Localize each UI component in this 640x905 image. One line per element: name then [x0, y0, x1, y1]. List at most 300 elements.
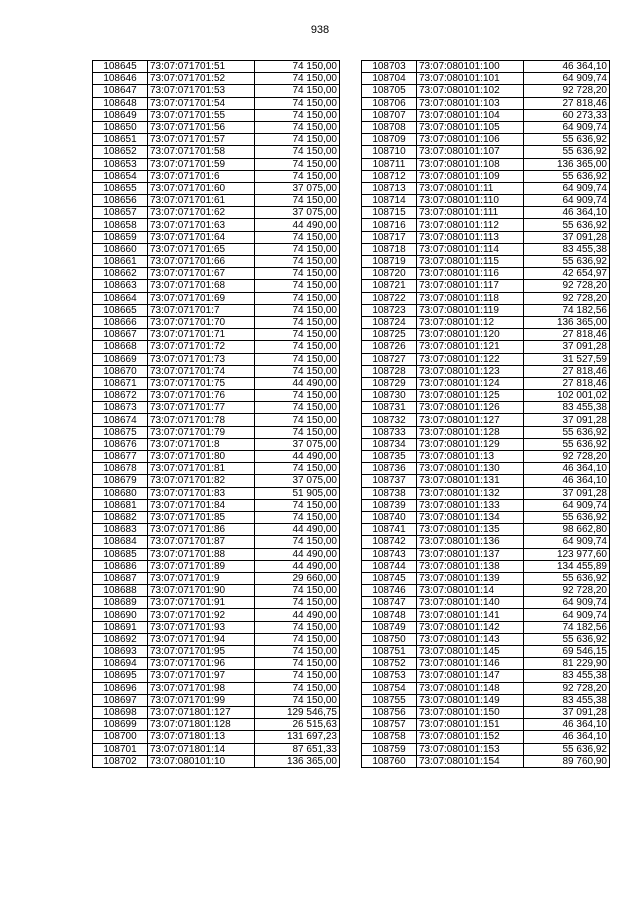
cadastral-number: 73:07:071701:60: [148, 182, 255, 194]
record-number: 108703: [362, 61, 417, 73]
cadastral-number: 73:07:071701:65: [148, 243, 255, 255]
cadastral-number: 73:07:080101:101: [417, 73, 524, 85]
cadastral-value: 74 150,00: [255, 121, 340, 133]
cadastral-value: 46 364,10: [524, 207, 610, 219]
table-row: [362, 499, 610, 511]
record-number: 108645: [93, 61, 148, 73]
record-number: 108753: [362, 670, 417, 682]
table-row: [93, 511, 340, 523]
table-row: [362, 268, 610, 280]
table-row: [93, 195, 340, 207]
table-row: [362, 280, 610, 292]
table-row: [362, 170, 610, 182]
cadastral-value: 44 490,00: [255, 609, 340, 621]
cadastral-number: 73:07:071701:73: [148, 353, 255, 365]
table-row: [93, 170, 340, 182]
cadastral-number: 73:07:080101:153: [417, 743, 524, 755]
cadastral-value: 74 150,00: [255, 256, 340, 268]
table-row: [93, 426, 340, 438]
cadastral-number: 73:07:071701:82: [148, 475, 255, 487]
cadastral-number: 73:07:071701:64: [148, 231, 255, 243]
cadastral-number: 73:07:071701:89: [148, 560, 255, 572]
cadastral-value: 27 818,46: [524, 365, 610, 377]
cadastral-number: 73:07:071701:8: [148, 438, 255, 450]
cadastral-number: 73:07:071701:9: [148, 572, 255, 584]
record-number: 108708: [362, 121, 417, 133]
table-row: [93, 61, 340, 73]
table-row: [362, 353, 610, 365]
cadastral-value: 74 150,00: [255, 597, 340, 609]
record-number: 108656: [93, 195, 148, 207]
record-number: 108721: [362, 280, 417, 292]
table-row: [93, 706, 340, 718]
cadastral-number: 73:07:071701:57: [148, 134, 255, 146]
table-row: [93, 621, 340, 633]
cadastral-number: 73:07:071701:87: [148, 536, 255, 548]
record-number: 108758: [362, 731, 417, 743]
record-number: 108654: [93, 170, 148, 182]
cadastral-number: 73:07:071701:63: [148, 219, 255, 231]
table-row: [362, 463, 610, 475]
cadastral-number: 73:07:071701:76: [148, 390, 255, 402]
cadastral-number: 73:07:071701:96: [148, 658, 255, 670]
table-row: [362, 121, 610, 133]
cadastral-number: 73:07:071701:53: [148, 85, 255, 97]
table-row: [93, 304, 340, 316]
table-row: [93, 451, 340, 463]
table-row: [93, 572, 340, 584]
table-row: [362, 341, 610, 353]
table-row: [362, 609, 610, 621]
table-row: [362, 633, 610, 645]
cadastral-value: 64 909,74: [524, 597, 610, 609]
table-row: [93, 134, 340, 146]
record-number: 108676: [93, 438, 148, 450]
record-number: 108684: [93, 536, 148, 548]
left-table-body: [93, 61, 340, 768]
cadastral-number: 73:07:080101:117: [417, 280, 524, 292]
cadastral-number: 73:07:071701:90: [148, 585, 255, 597]
record-number: 108695: [93, 670, 148, 682]
table-row: [93, 231, 340, 243]
table-row: [362, 256, 610, 268]
cadastral-value: 74 150,00: [255, 61, 340, 73]
table-row: [362, 292, 610, 304]
table-row: [362, 97, 610, 109]
table-row: [362, 316, 610, 328]
cadastral-number: 73:07:080101:121: [417, 341, 524, 353]
cadastral-value: 74 150,00: [255, 85, 340, 97]
cadastral-value: 55 636,92: [524, 170, 610, 182]
record-number: 108740: [362, 511, 417, 523]
cadastral-value: 55 636,92: [524, 219, 610, 231]
right-table-body: [362, 61, 610, 768]
cadastral-number: 73:07:080101:112: [417, 219, 524, 231]
table-row: [93, 560, 340, 572]
record-number: 108757: [362, 719, 417, 731]
cadastral-number: 73:07:080101:154: [417, 755, 524, 767]
table-row: [93, 743, 340, 755]
table-row: [93, 633, 340, 645]
cadastral-number: 73:07:071701:62: [148, 207, 255, 219]
cadastral-value: 123 977,60: [524, 548, 610, 560]
table-row: [93, 694, 340, 706]
table-row: [93, 365, 340, 377]
table-row: [362, 61, 610, 73]
cadastral-value: 92 728,20: [524, 451, 610, 463]
cadastral-value: 74 182,56: [524, 304, 610, 316]
cadastral-value: 74 150,00: [255, 243, 340, 255]
record-number: 108687: [93, 572, 148, 584]
record-number: 108730: [362, 390, 417, 402]
cadastral-value: 55 636,92: [524, 511, 610, 523]
record-number: 108743: [362, 548, 417, 560]
cadastral-number: 73:07:071701:54: [148, 97, 255, 109]
record-number: 108726: [362, 341, 417, 353]
cadastral-number: 73:07:080101:106: [417, 134, 524, 146]
record-number: 108694: [93, 658, 148, 670]
cadastral-number: 73:07:080101:111: [417, 207, 524, 219]
cadastral-value: 64 909,74: [524, 499, 610, 511]
table-row: [93, 182, 340, 194]
cadastral-value: 44 490,00: [255, 524, 340, 536]
record-number: 108665: [93, 304, 148, 316]
cadastral-number: 73:07:071701:98: [148, 682, 255, 694]
cadastral-value: 74 150,00: [255, 170, 340, 182]
cadastral-number: 73:07:080101:12: [417, 316, 524, 328]
cadastral-number: 73:07:071701:56: [148, 121, 255, 133]
record-number: 108732: [362, 414, 417, 426]
cadastral-value: 92 728,20: [524, 292, 610, 304]
cadastral-value: 74 150,00: [255, 426, 340, 438]
table-row: [93, 682, 340, 694]
cadastral-number: 73:07:080101:10: [148, 755, 255, 767]
cadastral-value: 74 150,00: [255, 621, 340, 633]
cadastral-value: 83 455,38: [524, 694, 610, 706]
cadastral-value: 83 455,38: [524, 243, 610, 255]
table-row: [93, 121, 340, 133]
record-number: 108666: [93, 316, 148, 328]
record-number: 108698: [93, 706, 148, 718]
table-row: [362, 426, 610, 438]
table-row: [362, 390, 610, 402]
cadastral-value: 27 818,46: [524, 377, 610, 389]
record-number: 108704: [362, 73, 417, 85]
cadastral-number: 73:07:071701:51: [148, 61, 255, 73]
table-row: [93, 719, 340, 731]
record-number: 108692: [93, 633, 148, 645]
record-number: 108686: [93, 560, 148, 572]
table-row: [362, 231, 610, 243]
cadastral-value: 98 662,80: [524, 524, 610, 536]
cadastral-number: 73:07:080101:145: [417, 646, 524, 658]
cadastral-value: 44 490,00: [255, 219, 340, 231]
cadastral-number: 73:07:071801:13: [148, 731, 255, 743]
table-row: [93, 463, 340, 475]
record-number: 108749: [362, 621, 417, 633]
record-number: 108735: [362, 451, 417, 463]
record-number: 108661: [93, 256, 148, 268]
cadastral-number: 73:07:080101:116: [417, 268, 524, 280]
record-number: 108652: [93, 146, 148, 158]
record-number: 108673: [93, 402, 148, 414]
record-number: 108755: [362, 694, 417, 706]
cadastral-number: 73:07:071701:70: [148, 316, 255, 328]
cadastral-number: 73:07:071701:84: [148, 499, 255, 511]
cadastral-value: 64 909,74: [524, 182, 610, 194]
cadastral-number: 73:07:080101:140: [417, 597, 524, 609]
cadastral-value: 55 636,92: [524, 633, 610, 645]
cadastral-number: 73:07:080101:104: [417, 109, 524, 121]
cadastral-value: 74 150,00: [255, 341, 340, 353]
cadastral-value: 64 909,74: [524, 195, 610, 207]
table-row: [362, 85, 610, 97]
table-row: [93, 402, 340, 414]
cadastral-number: 73:07:080101:139: [417, 572, 524, 584]
cadastral-value: 26 515,63: [255, 719, 340, 731]
cadastral-value: 44 490,00: [255, 451, 340, 463]
cadastral-value: 74 150,00: [255, 158, 340, 170]
record-number: 108690: [93, 609, 148, 621]
cadastral-value: 64 909,74: [524, 536, 610, 548]
table-row: [93, 280, 340, 292]
cadastral-number: 73:07:080101:129: [417, 438, 524, 450]
table-row: [93, 146, 340, 158]
table-row: [362, 548, 610, 560]
cadastral-number: 73:07:080101:13: [417, 451, 524, 463]
table-row: [93, 97, 340, 109]
record-number: 108689: [93, 597, 148, 609]
cadastral-number: 73:07:080101:123: [417, 365, 524, 377]
cadastral-value: 74 150,00: [255, 231, 340, 243]
record-number: 108680: [93, 487, 148, 499]
record-number: 108733: [362, 426, 417, 438]
table-row: [93, 207, 340, 219]
table-row: [93, 487, 340, 499]
record-number: 108706: [362, 97, 417, 109]
table-row: [93, 73, 340, 85]
table-row: [93, 243, 340, 255]
table-row: [93, 341, 340, 353]
cadastral-number: 73:07:071701:68: [148, 280, 255, 292]
table-row: [362, 377, 610, 389]
record-number: 108678: [93, 463, 148, 475]
record-number: 108756: [362, 706, 417, 718]
cadastral-value: 29 660,00: [255, 572, 340, 584]
record-number: 108752: [362, 658, 417, 670]
cadastral-number: 73:07:071701:80: [148, 451, 255, 463]
cadastral-number: 73:07:080101:113: [417, 231, 524, 243]
cadastral-number: 73:07:080101:109: [417, 170, 524, 182]
record-number: 108748: [362, 609, 417, 621]
record-number: 108711: [362, 158, 417, 170]
cadastral-value: 55 636,92: [524, 256, 610, 268]
record-number: 108683: [93, 524, 148, 536]
record-number: 108648: [93, 97, 148, 109]
cadastral-value: 92 728,20: [524, 682, 610, 694]
record-number: 108712: [362, 170, 417, 182]
table-row: [362, 536, 610, 548]
record-number: 108669: [93, 353, 148, 365]
cadastral-number: 73:07:071701:83: [148, 487, 255, 499]
table-row: [93, 219, 340, 231]
table-row: [93, 585, 340, 597]
cadastral-value: 74 150,00: [255, 585, 340, 597]
cadastral-number: 73:07:071701:72: [148, 341, 255, 353]
cadastral-number: 73:07:071701:74: [148, 365, 255, 377]
cadastral-value: 37 091,28: [524, 487, 610, 499]
record-number: 108742: [362, 536, 417, 548]
cadastral-value: 74 150,00: [255, 499, 340, 511]
cadastral-number: 73:07:080101:130: [417, 463, 524, 475]
table-row: [93, 158, 340, 170]
table-row: [362, 572, 610, 584]
record-number: 108754: [362, 682, 417, 694]
record-number: 108653: [93, 158, 148, 170]
cadastral-value: 74 150,00: [255, 511, 340, 523]
cadastral-number: 73:07:080101:136: [417, 536, 524, 548]
cadastral-value: 69 546,15: [524, 646, 610, 658]
table-row: [362, 219, 610, 231]
cadastral-number: 73:07:080101:128: [417, 426, 524, 438]
record-number: 108728: [362, 365, 417, 377]
record-number: 108670: [93, 365, 148, 377]
cadastral-value: 74 150,00: [255, 97, 340, 109]
table-row: [362, 134, 610, 146]
record-number: 108736: [362, 463, 417, 475]
cadastral-number: 73:07:080101:132: [417, 487, 524, 499]
table-row: [362, 646, 610, 658]
cadastral-value: 74 150,00: [255, 304, 340, 316]
left-table: [92, 60, 340, 768]
table-row: [93, 414, 340, 426]
record-number: 108737: [362, 475, 417, 487]
table-row: [362, 694, 610, 706]
cadastral-value: 83 455,38: [524, 670, 610, 682]
cadastral-number: 73:07:080101:149: [417, 694, 524, 706]
cadastral-number: 73:07:080101:126: [417, 402, 524, 414]
record-number: 108734: [362, 438, 417, 450]
table-row: [362, 438, 610, 450]
cadastral-value: 74 150,00: [255, 316, 340, 328]
cadastral-number: 73:07:080101:100: [417, 61, 524, 73]
table-row: [362, 365, 610, 377]
cadastral-value: 87 651,33: [255, 743, 340, 755]
record-number: 108720: [362, 268, 417, 280]
record-number: 108707: [362, 109, 417, 121]
record-number: 108739: [362, 499, 417, 511]
record-number: 108646: [93, 73, 148, 85]
cadastral-value: 46 364,10: [524, 719, 610, 731]
table-row: [93, 536, 340, 548]
cadastral-number: 73:07:080101:105: [417, 121, 524, 133]
cadastral-number: 73:07:080101:138: [417, 560, 524, 572]
cadastral-value: 37 091,28: [524, 706, 610, 718]
cadastral-value: 74 150,00: [255, 670, 340, 682]
cadastral-value: 136 365,00: [255, 755, 340, 767]
table-row: [93, 658, 340, 670]
cadastral-number: 73:07:071701:71: [148, 329, 255, 341]
table-row: [93, 670, 340, 682]
cadastral-value: 55 636,92: [524, 134, 610, 146]
table-row: [362, 146, 610, 158]
cadastral-value: 74 150,00: [255, 463, 340, 475]
table-row: [93, 329, 340, 341]
table-row: [362, 207, 610, 219]
table-row: [362, 402, 610, 414]
table-row: [362, 706, 610, 718]
cadastral-number: 73:07:071701:75: [148, 377, 255, 389]
table-row: [362, 524, 610, 536]
cadastral-number: 73:07:071701:91: [148, 597, 255, 609]
record-number: 108651: [93, 134, 148, 146]
table-row: [362, 719, 610, 731]
cadastral-number: 73:07:071701:58: [148, 146, 255, 158]
record-number: 108746: [362, 585, 417, 597]
cadastral-value: 83 455,38: [524, 402, 610, 414]
cadastral-value: 74 150,00: [255, 402, 340, 414]
table-row: [362, 329, 610, 341]
record-number: 108731: [362, 402, 417, 414]
record-number: 108727: [362, 353, 417, 365]
cadastral-value: 44 490,00: [255, 548, 340, 560]
cadastral-value: 60 273,33: [524, 109, 610, 121]
table-row: [362, 585, 610, 597]
cadastral-value: 37 075,00: [255, 438, 340, 450]
cadastral-number: 73:07:071701:85: [148, 511, 255, 523]
record-number: 108679: [93, 475, 148, 487]
cadastral-number: 73:07:080101:119: [417, 304, 524, 316]
table-row: [362, 743, 610, 755]
record-number: 108709: [362, 134, 417, 146]
table-row: [93, 609, 340, 621]
cadastral-number: 73:07:071701:67: [148, 268, 255, 280]
record-number: 108650: [93, 121, 148, 133]
cadastral-value: 64 909,74: [524, 609, 610, 621]
cadastral-value: 46 364,10: [524, 61, 610, 73]
record-number: 108710: [362, 146, 417, 158]
cadastral-value: 136 365,00: [524, 158, 610, 170]
record-number: 108691: [93, 621, 148, 633]
record-number: 108751: [362, 646, 417, 658]
cadastral-number: 73:07:080101:137: [417, 548, 524, 560]
record-number: 108677: [93, 451, 148, 463]
table-row: [362, 682, 610, 694]
record-number: 108671: [93, 377, 148, 389]
record-number: 108682: [93, 511, 148, 523]
record-number: 108672: [93, 390, 148, 402]
cadastral-number: 73:07:071701:95: [148, 646, 255, 658]
cadastral-number: 73:07:080101:110: [417, 195, 524, 207]
record-number: 108741: [362, 524, 417, 536]
cadastral-number: 73:07:071701:52: [148, 73, 255, 85]
cadastral-number: 73:07:080101:151: [417, 719, 524, 731]
cadastral-value: 74 150,00: [255, 195, 340, 207]
cadastral-number: 73:07:080101:14: [417, 585, 524, 597]
table-row: [93, 438, 340, 450]
cadastral-value: 74 150,00: [255, 633, 340, 645]
record-number: 108675: [93, 426, 148, 438]
table-row: [93, 475, 340, 487]
cadastral-number: 73:07:071701:79: [148, 426, 255, 438]
table-row: [93, 731, 340, 743]
right-table: [361, 60, 610, 768]
cadastral-number: 73:07:071701:86: [148, 524, 255, 536]
record-number: 108747: [362, 597, 417, 609]
record-number: 108662: [93, 268, 148, 280]
record-number: 108696: [93, 682, 148, 694]
cadastral-number: 73:07:080101:146: [417, 658, 524, 670]
